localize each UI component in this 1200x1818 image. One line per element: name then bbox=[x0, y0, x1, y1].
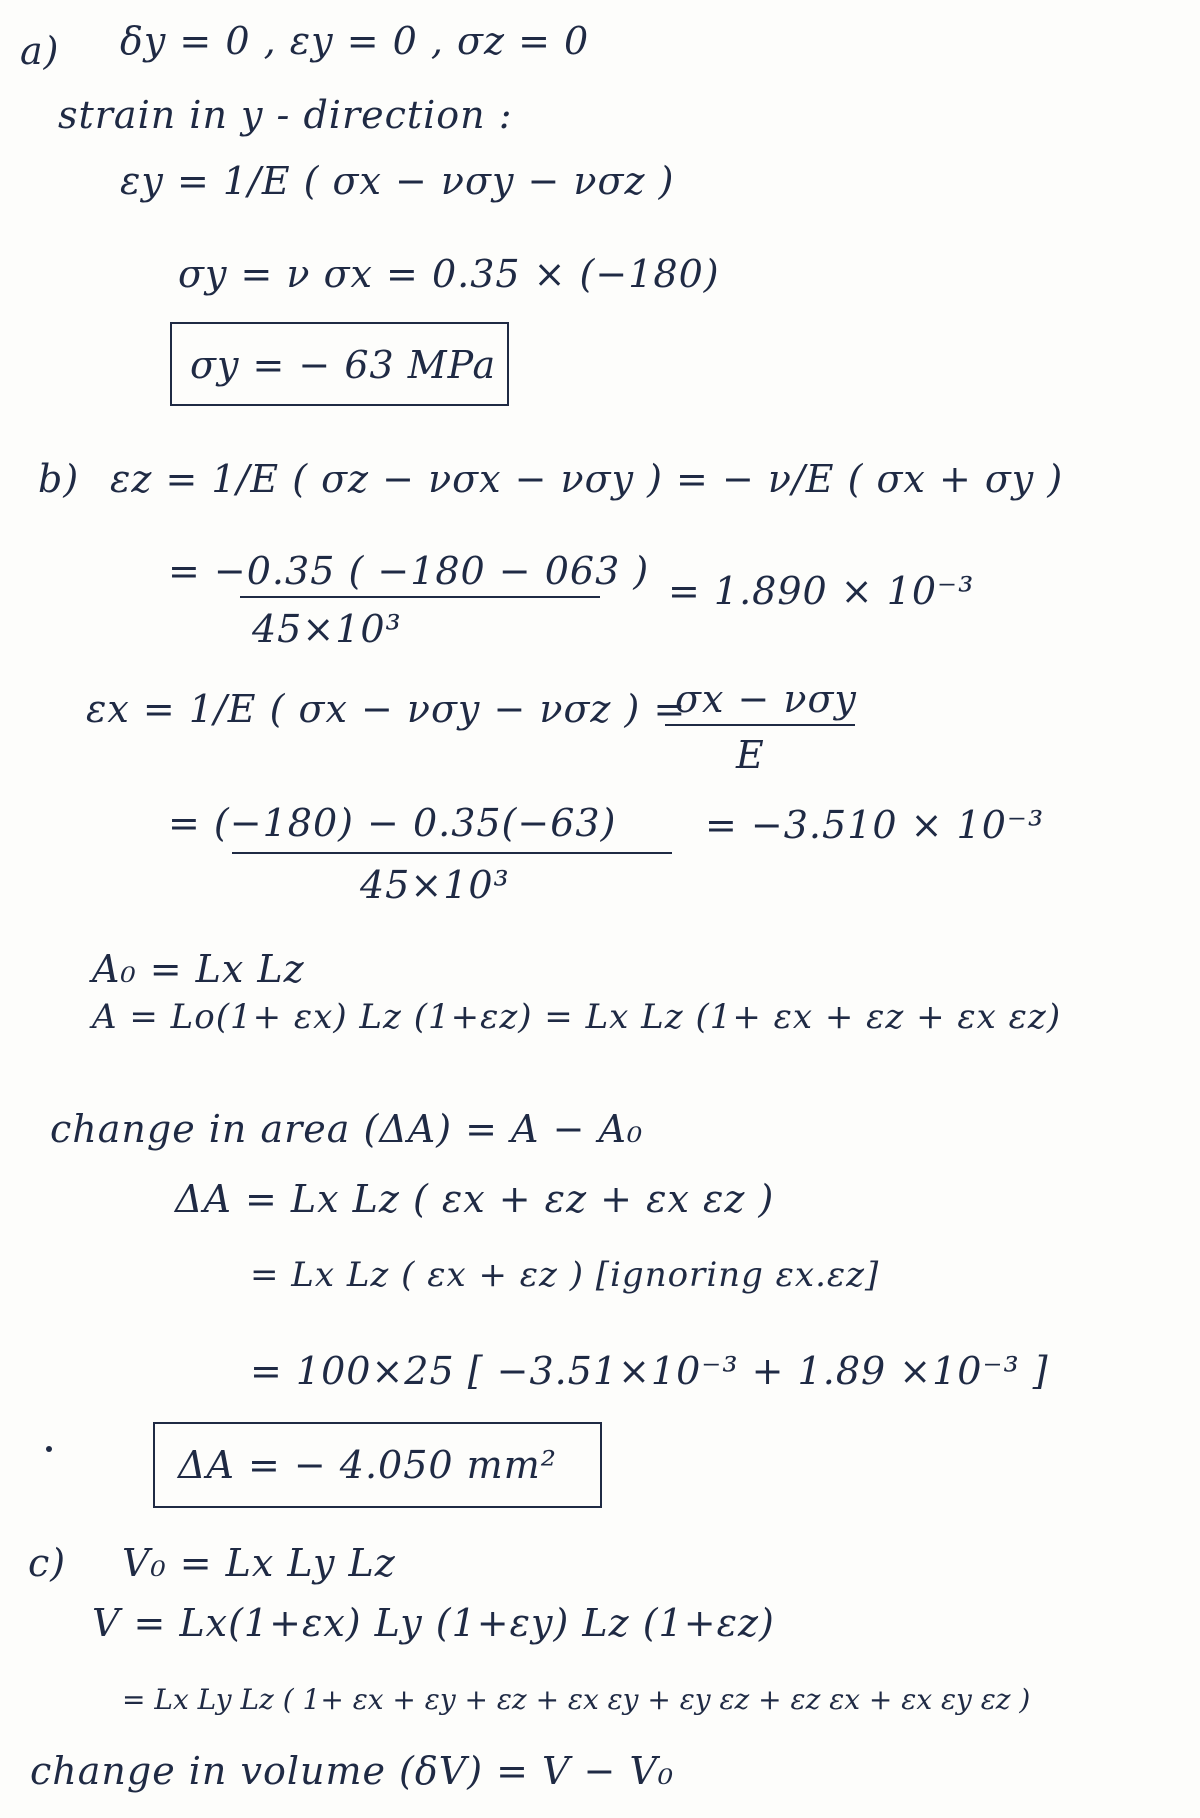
part-c-new-volume: V = Lx(1+εx) Ly (1+εy) Lz (1+εz) bbox=[92, 1601, 775, 1645]
part-b-original-area: A₀ = Lx Lz bbox=[92, 947, 305, 991]
part-b-ez-fraction-bar bbox=[240, 596, 600, 598]
part-b-ex-equation: εx = 1/E ( σx − νσy − νσz ) = bbox=[86, 687, 687, 731]
part-a-equation-1: εy = 1/E ( σx − νσy − νσz ) bbox=[120, 159, 675, 203]
part-b-result: ΔA = − 4.050 mm² bbox=[178, 1443, 557, 1487]
part-b-ex-numerator: = (−180) − 0.35(−63) bbox=[168, 801, 617, 845]
part-a-heading: strain in y - direction : bbox=[58, 93, 513, 137]
part-b-ex-fraction-denominator: E bbox=[736, 733, 765, 777]
part-b-new-area: A = Lo(1+ εx) Lz (1+εz) = Lx Lz (1+ εx + εz + εx εz) bbox=[92, 997, 1062, 1037]
part-b-ez-numerator: = −0.35 ( −180 − 063 ) bbox=[168, 549, 650, 593]
part-b-delta-a-2: = Lx Lz ( εx + εz ) [ignoring εx.εz] bbox=[250, 1255, 880, 1295]
part-b-ex-fraction-numerator: σx − νσy bbox=[675, 677, 857, 721]
part-b-delta-a-1: ΔA = Lx Lz ( εx + εz + εx εz ) bbox=[175, 1177, 775, 1221]
margin-dot bbox=[46, 1446, 52, 1452]
part-c-volume-expansion: = Lx Ly Lz ( 1+ εx + εy + εz + εx εy + εy εz + εz εx + εx εy εz ) bbox=[122, 1683, 1031, 1716]
part-b-ex-denominator: 45×10³ bbox=[360, 863, 510, 907]
part-b-ex-fraction-bar-2 bbox=[232, 852, 672, 854]
part-b-ez-equation: εz = 1/E ( σz − νσx − νσy ) = − ν/E ( σx + σy ) bbox=[110, 457, 1064, 501]
part-b-change-in-area: change in area (ΔA) = A − A₀ bbox=[50, 1107, 644, 1151]
part-c-label: c) bbox=[28, 1541, 67, 1585]
part-c-original-volume: V₀ = Lx Ly Lz bbox=[122, 1541, 396, 1585]
part-a-label: a) bbox=[20, 29, 60, 73]
part-b-ex-value: = −3.510 × 10⁻³ bbox=[705, 803, 1045, 847]
part-b-ez-value: = 1.890 × 10⁻³ bbox=[668, 569, 975, 613]
part-b-ez-denominator: 45×10³ bbox=[252, 607, 402, 651]
part-a-conditions: δy = 0 , εy = 0 , σz = 0 bbox=[120, 19, 590, 63]
part-b-delta-a-3: = 100×25 [ −3.51×10⁻³ + 1.89 ×10⁻³ ] bbox=[250, 1349, 1049, 1393]
part-b-ex-fraction-bar bbox=[665, 724, 855, 726]
part-a-equation-2: σy = ν σx = 0.35 × (−180) bbox=[178, 252, 720, 296]
part-b-label: b) bbox=[38, 457, 80, 501]
part-a-result: σy = − 63 MPa bbox=[190, 343, 497, 387]
part-c-change-in-volume: change in volume (δV) = V − V₀ bbox=[30, 1749, 675, 1793]
